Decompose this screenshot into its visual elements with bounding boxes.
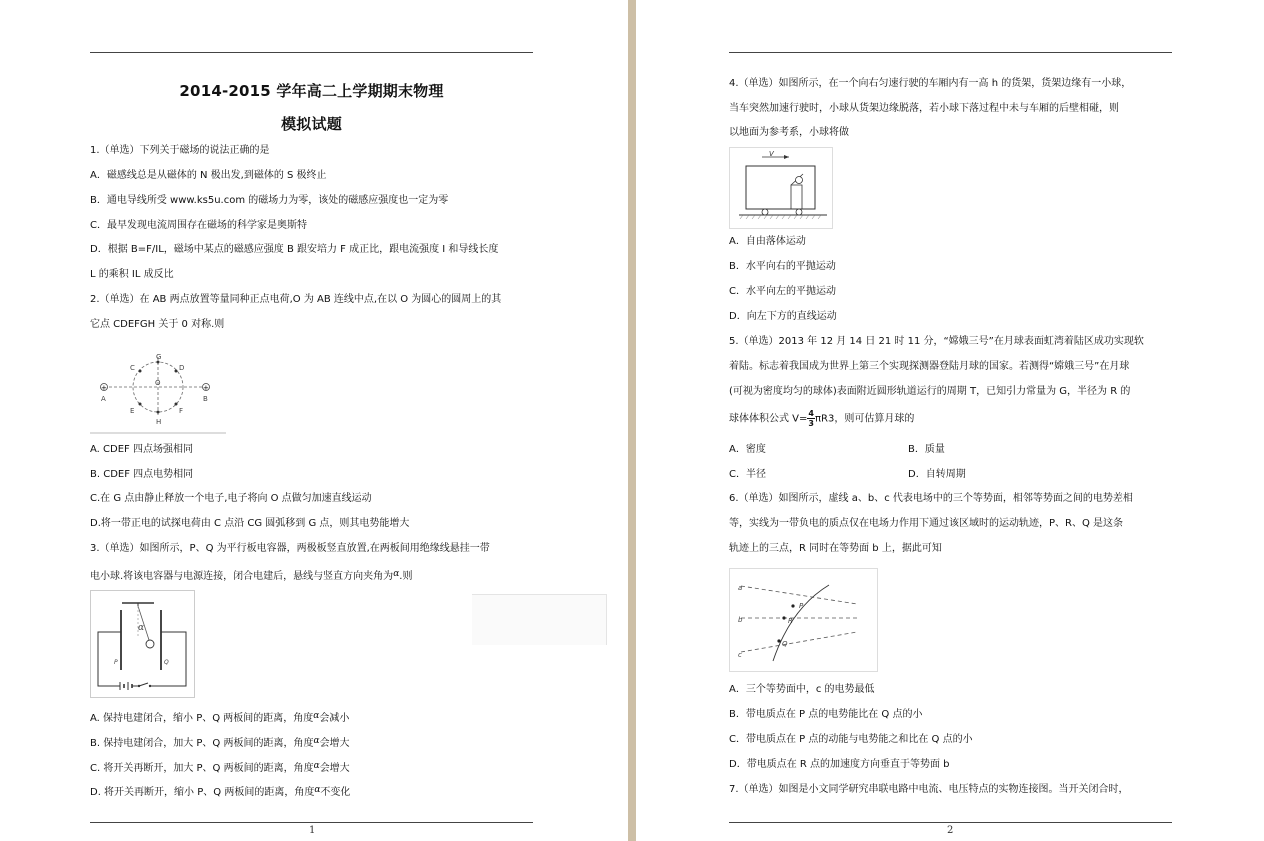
q3-fig-label-p: P [114,659,118,666]
header-rule [90,52,533,53]
q1-option-a: A．磁感线总是从磁体的 N 极出发,到磁体的 S 极终止 [90,170,327,181]
q2-option-c: C.在 G 点由静止释放一个电子,电子将向 O 点做匀加速直线运动 [90,493,372,504]
q5-stem-line4 [729,409,914,428]
q4-option-c: C．水平向左的平抛运动 [729,286,836,297]
q2-stem-line1: 2.（单选）在 AB 两点放置等量同种正点电荷,O 为 AB 连线中点,在以 O 为圆心的圆周上的其 [90,294,502,305]
q6-label-b: b [738,616,743,624]
q3-option-a-text: A. 保持电建闭合，缩小 P、Q 两板间的距离，角度 [90,713,314,724]
q5-formula-suffix: πR3，则可估算月球的 [814,413,915,425]
q3-option-d-text: D. 将开关再断开，缩小 P、Q 两板间的距离，角度 [90,787,315,798]
q2-label-f: F [179,407,184,415]
q3-option-d [90,783,350,800]
q3-option-c-end: 会增大 [319,763,350,774]
q6-option-b: B．带电质点在 P 点的电势能比在 Q 点的小 [729,709,923,720]
q4-stem-line3: 以地面为参考系，小球将做 [729,127,849,138]
q1-option-b: B．通电导线所受 www.ks5u.com 的磁场力为零，该处的磁感应强度也一定为零 [90,195,449,206]
q5-option-c: C．半径 [729,469,766,480]
q2-option-d: D.将一带正电的试探电荷由 C 点沿 CG 圆弧移到 G 点，则其电势能增大 [90,518,410,529]
page-number: 1 [309,825,316,836]
q2-label-o: O [155,379,161,387]
q2-charges-figure [90,344,227,434]
q3-fig-label-alpha: α [138,623,145,633]
q1-option-d-line2: L 的乘积 IL 成反比 [90,269,174,280]
q2-option-b: B. CDEF 四点电势相同 [90,469,194,480]
faded-watermark [472,594,607,645]
q3-option-a [90,709,349,726]
page-2 [636,0,1264,841]
q6-stem-line3: 轨迹上的三点，R 同时在等势面 b 上，据此可知 [729,543,942,554]
q2-label-d: D [179,364,185,372]
q5-option-b: B．质量 [908,444,945,455]
page-gutter [628,0,636,841]
q6-label-c: c [738,651,742,659]
header-rule [729,52,1172,53]
q6-label-p: P [799,602,804,610]
footer-rule [90,822,533,823]
q6-label-r: R [788,617,793,625]
alpha-symbol: α [313,761,320,771]
q4-option-a: A．自由落体运动 [729,236,806,247]
q3-stem-line2-end: .则 [399,571,413,582]
q3-option-c-text: C. 将开关再断开，加大 P、Q 两板间的距离，角度 [90,763,314,774]
q6-stem-line1: 6.（单选）如图所示，虚线 a、b、c 代表电场中的三个等势面，相邻等势面之间的电势差相 [729,493,1133,504]
q6-option-a: A．三个等势面中，c 的电势最低 [729,684,875,695]
fraction-denominator: 3 [808,419,814,428]
q2-label-c: C [130,364,135,372]
q3-stem-line2-text: 电小球.将该电容器与电源连接，闭合电建后，悬线与竖直方向夹角为 [90,571,394,582]
q6-label-q: Q [782,640,788,648]
q2-label-h: H [156,418,162,426]
q5-stem-line2: 着陆。标志着我国成为世界上第三个实现探测器登陆月球的国家。若测得“嫦娥三号”在月球 [729,361,1130,372]
alpha-symbol: α [313,711,320,721]
q2-label-g: G [156,353,162,361]
q2-label-b: B [203,395,208,403]
q6-label-a: a [738,584,743,592]
q3-fig-label-q: Q [164,659,169,666]
q1-stem: 1.（单选）下列关于磁场的说法正确的是 [90,145,270,156]
q3-option-b-text: B. 保持电建闭合，加大 P、Q 两板间的距离，角度 [90,738,314,749]
q6-stem-line2: 等，实线为一带负电的质点仅在电场力作用下通过该区域时的运动轨迹，P、R、Q 是这条 [729,518,1124,529]
q4-stem-line1: 4.（单选）如图所示，在一个向右匀速行驶的车厢内有一高 h 的货架，货架边缘有一小球， [729,78,1132,89]
q3-stem-line2 [90,567,412,584]
q5-stem-line3: (可视为密度均匀的球体)表面附近圆形轨道运行的周期 T，已知引力常量为 G，半径为 R 的 [729,386,1131,397]
q6-equipotential-figure [729,568,878,672]
svg-text:+: + [101,384,107,392]
q5-option-d: D．自转周期 [908,469,966,480]
q2-option-a: A. CDEF 四点场强相同 [90,444,193,455]
q1-option-c: C．最早发现电流周围存在磁场的科学家是奥斯特 [90,220,307,231]
q3-option-d-end: 不变化 [320,787,351,798]
q6-option-c: C．带电质点在 P 点的动能与电势能之和比在 Q 点的小 [729,734,973,745]
exam-title-line1: 2014-2015 学年高二上学期期末物理 [179,82,444,100]
q3-option-a-end: 会减小 [319,713,350,724]
q3-capacitor-figure [90,590,196,698]
alpha-symbol: α [393,569,400,579]
q5-option-a: A．密度 [729,444,766,455]
q5-formula-prefix: 球体体积公式 V= [729,413,808,425]
q5-stem-line1: 5.（单选）2013 年 12 月 14 日 21 时 11 分，“嫦娥三号”在月球表面虹湾着陆区成功实现软 [729,336,1144,347]
q3-option-b-end: 会增大 [319,738,350,749]
svg-text:+: + [203,384,209,392]
q4-train-car-figure [729,147,833,229]
q2-label-e: E [130,407,135,415]
q6-option-d: D．带电质点在 R 点的加速度方向垂直于等势面 b [729,759,950,770]
q4-option-d: D．向左下方的直线运动 [729,311,837,322]
four-thirds-fraction [807,409,815,428]
q3-option-c [90,759,350,776]
alpha-symbol: α [314,785,321,795]
q2-stem-line2: 它点 CDEFGH 关于 0 对称.则 [90,319,225,330]
q4-option-b: B．水平向右的平抛运动 [729,261,836,272]
alpha-symbol: α [313,736,320,746]
q2-label-a: A [101,395,106,403]
footer-rule [729,822,1172,823]
q4-stem-line2: 当车突然加速行驶时，小球从货架边缘脱落，若小球下落过程中未与车厢的后壁相碰，则 [729,103,1119,114]
q1-option-d-line1: D．根据 B=F/IL，磁场中某点的磁感应强度 B 跟安培力 F 成正比，跟电流强度 I 和导线长度 [90,244,499,255]
page-1 [0,0,628,841]
q3-stem-line1: 3.（单选）如图所示，P、Q 为平行板电容器，两极板竖直放置,在两板间用绝缘线悬挂一带 [90,543,490,554]
q7-stem-line1: 7.（单选）如图是小文同学研究串联电路中电流、电压特点的实物连接图。当开关闭合时， [729,784,1129,795]
q4-velocity-label: V [769,150,774,158]
q3-option-b [90,734,350,751]
page-number: 2 [947,825,954,836]
exam-title-line2: 模拟试题 [281,115,342,133]
fraction-numerator: 4 [808,409,814,418]
